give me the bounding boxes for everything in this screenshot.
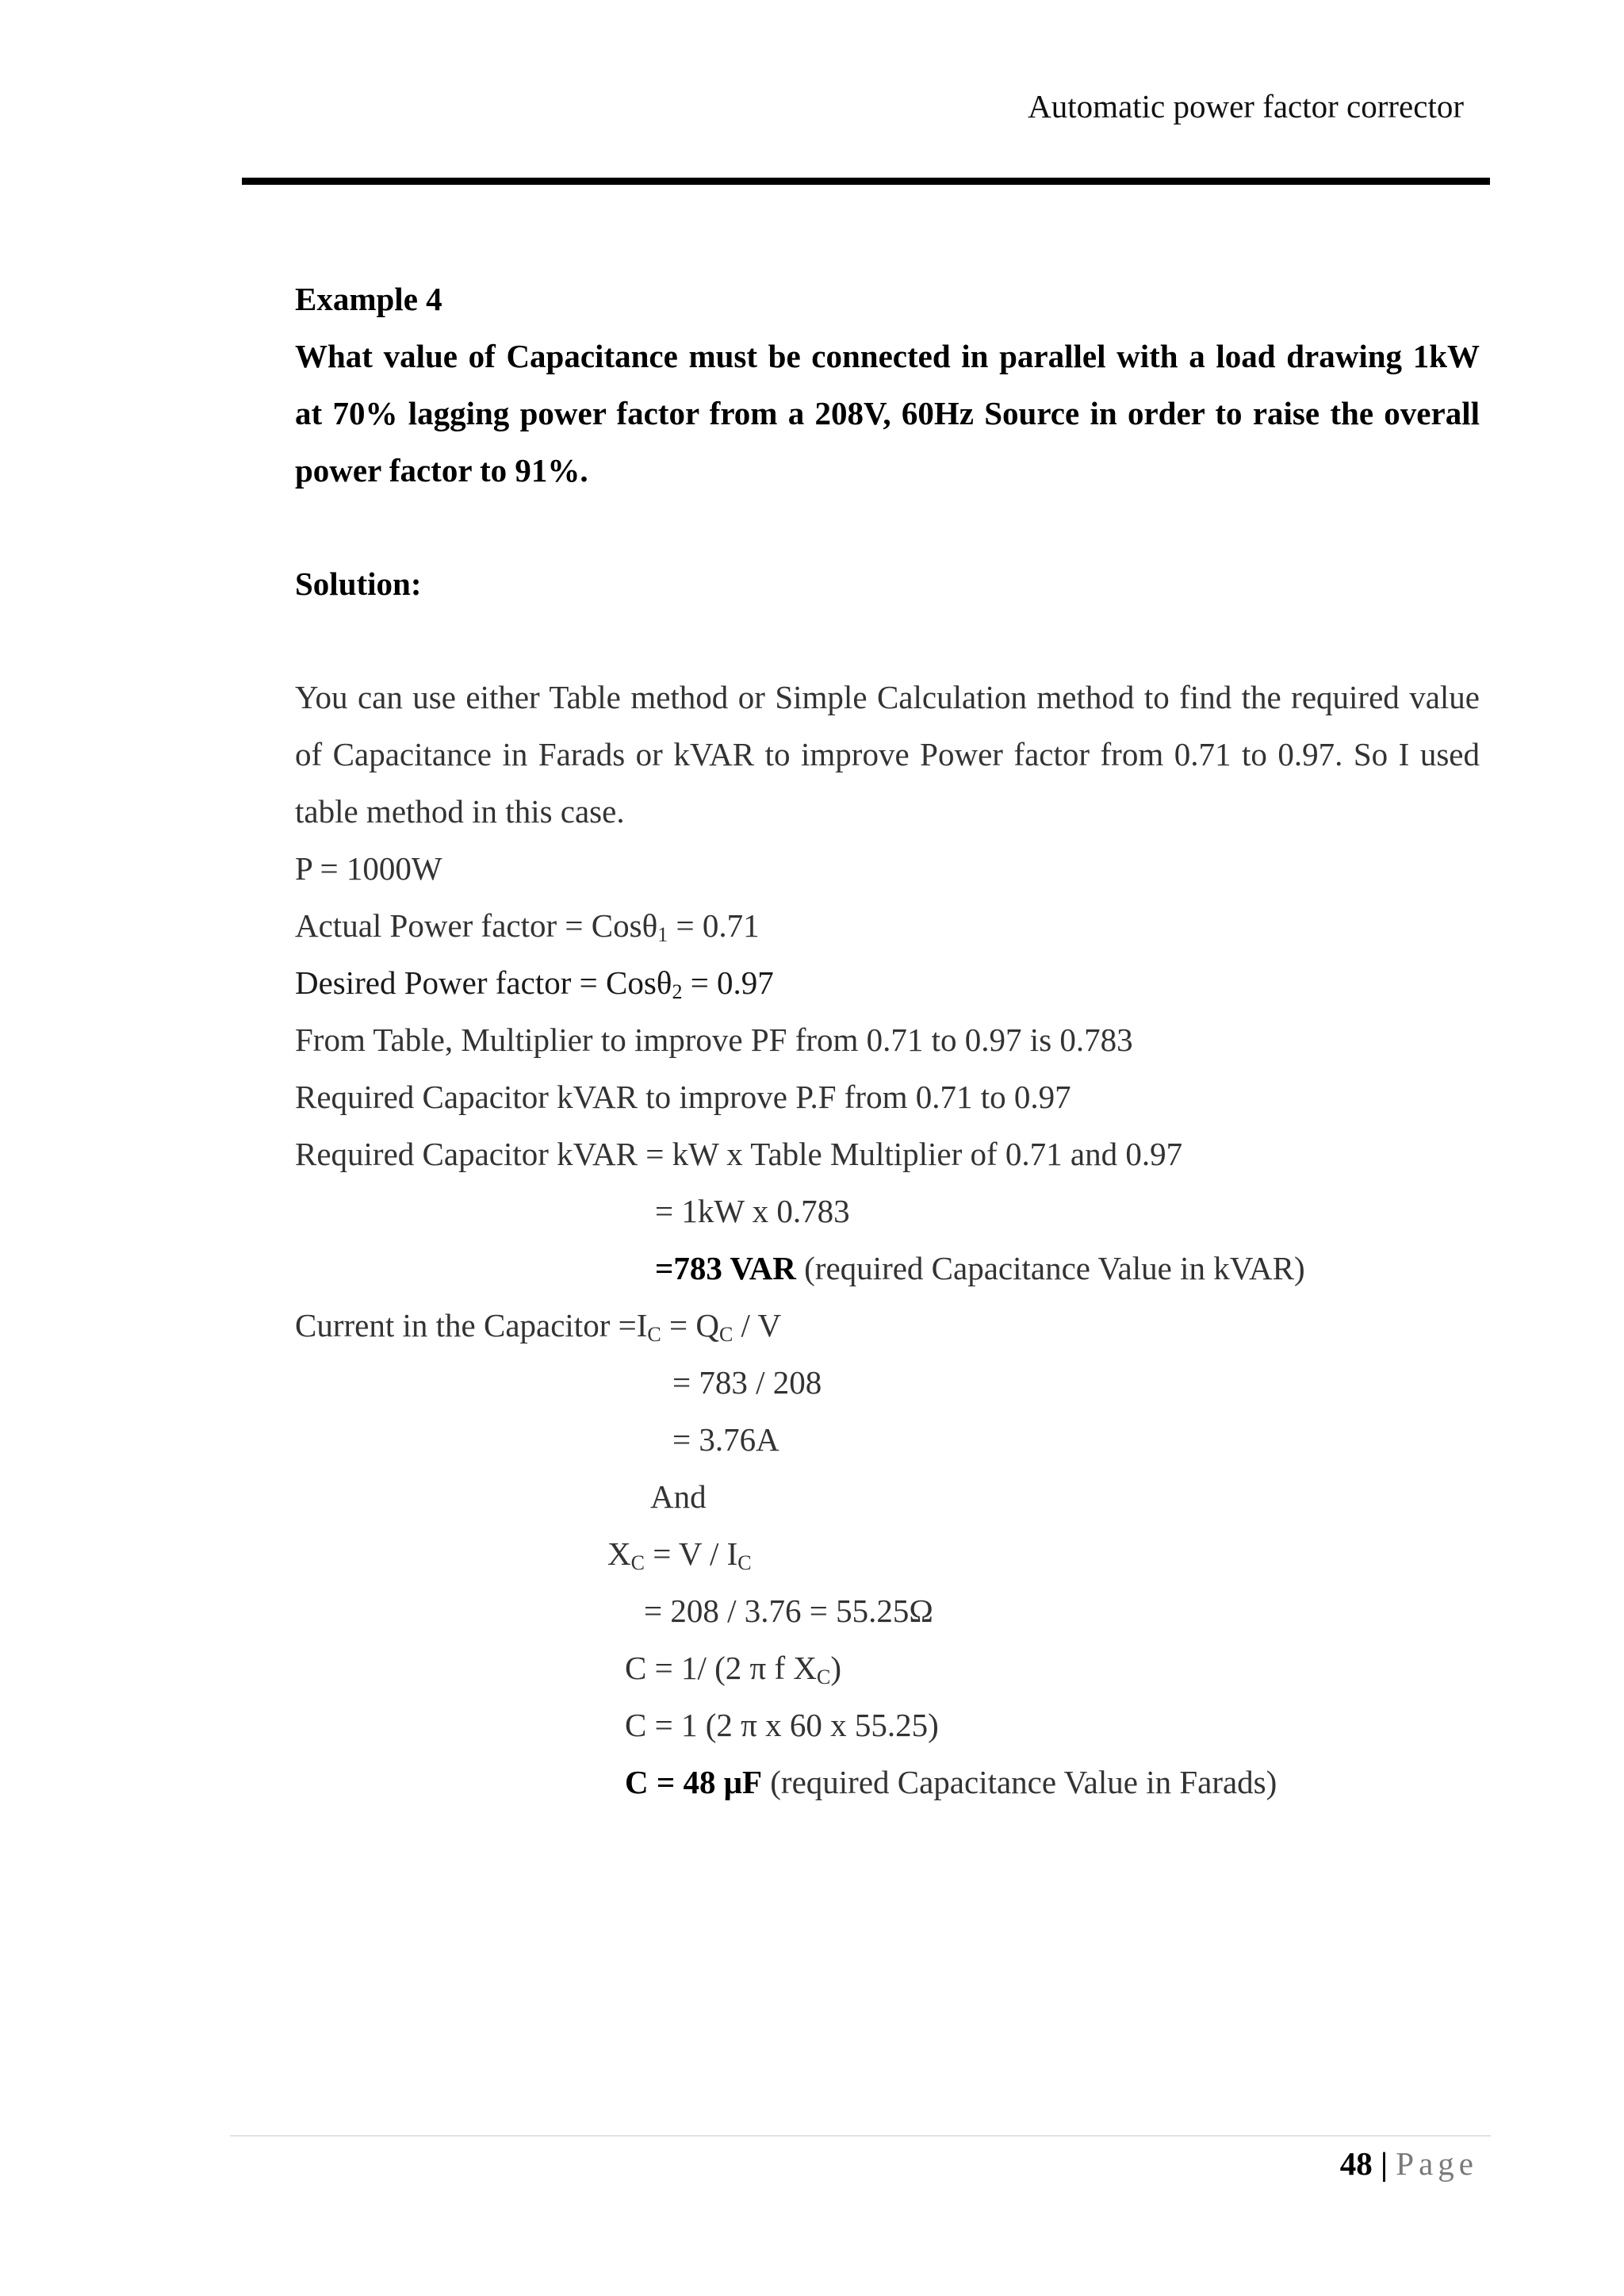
page-number: 48 bbox=[1339, 2145, 1373, 2182]
intro-line-3: table method in this case. bbox=[295, 793, 625, 830]
intro-line-1: You can use either Table method or Simple Calculation method to find the required value bbox=[295, 679, 1480, 715]
intro-line-2: of Capacitance in Farads or kVAR to improve Power factor from 0.71 to 0.97. So I used bbox=[295, 736, 1480, 772]
and-text: And bbox=[650, 1478, 707, 1515]
table-multiplier-line: From Table, Multiplier to improve PF from 0.71 to 0.97 is 0.783 bbox=[295, 1022, 1133, 1058]
required-kvar-formula: Required Capacitor kVAR = kW x Table Multiplier of 0.71 and 0.97 bbox=[295, 1136, 1183, 1172]
footer-rule bbox=[230, 2135, 1491, 2137]
current-step-2: = 3.76A bbox=[672, 1421, 779, 1458]
power-value: P = 1000W bbox=[295, 850, 442, 887]
current-step-1: = 783 / 208 bbox=[672, 1364, 822, 1401]
capacitance-substitution: C = 1 (2 π x 60 x 55.25) bbox=[625, 1707, 939, 1743]
question-line-3: power factor to 91%. bbox=[295, 452, 588, 489]
question-line-2: at 70% lagging power factor from a 208V, 60Hz Source in order to raise the overall bbox=[295, 395, 1480, 431]
running-header: Automatic power factor corrector bbox=[1028, 88, 1464, 125]
capacitance-result: C = 48 μF (required Capacitance Value in Farads) bbox=[625, 1764, 1277, 1800]
required-kvar-line: Required Capacitor kVAR to improve P.F from 0.71 to 0.97 bbox=[295, 1079, 1071, 1115]
question-line-1: What value of Capacitance must be connected in parallel with a load drawing 1kW bbox=[295, 338, 1480, 374]
kvar-step-1: = 1kW x 0.783 bbox=[655, 1193, 850, 1229]
page-label: Page bbox=[1396, 2145, 1478, 2182]
capacitor-current-formula: Current in the Capacitor $=I_C = Q_C / V$ bbox=[295, 1307, 782, 1346]
reactance-formula: $X_C = V / I_C$ bbox=[607, 1535, 752, 1574]
solution-heading: Solution: bbox=[295, 565, 422, 602]
capacitance-formula: C = 1/ (2 π f $X_C$) bbox=[625, 1650, 841, 1688]
example-title: Example 4 bbox=[295, 281, 442, 317]
kvar-result: =783 VAR (required Capacitance Value in kVAR) bbox=[655, 1250, 1305, 1286]
actual-power-factor: Actual Power factor = Cosθ$_1$ = 0.71 bbox=[295, 907, 760, 946]
header-rule bbox=[242, 178, 1490, 185]
desired-power-factor: Desired Power factor = Cosθ$_2$ = 0.97 bbox=[295, 964, 774, 1003]
page-footer: 48 | Page bbox=[1339, 2145, 1478, 2182]
reactance-value: = 208 / 3.76 = 55.25Ω bbox=[644, 1593, 933, 1629]
